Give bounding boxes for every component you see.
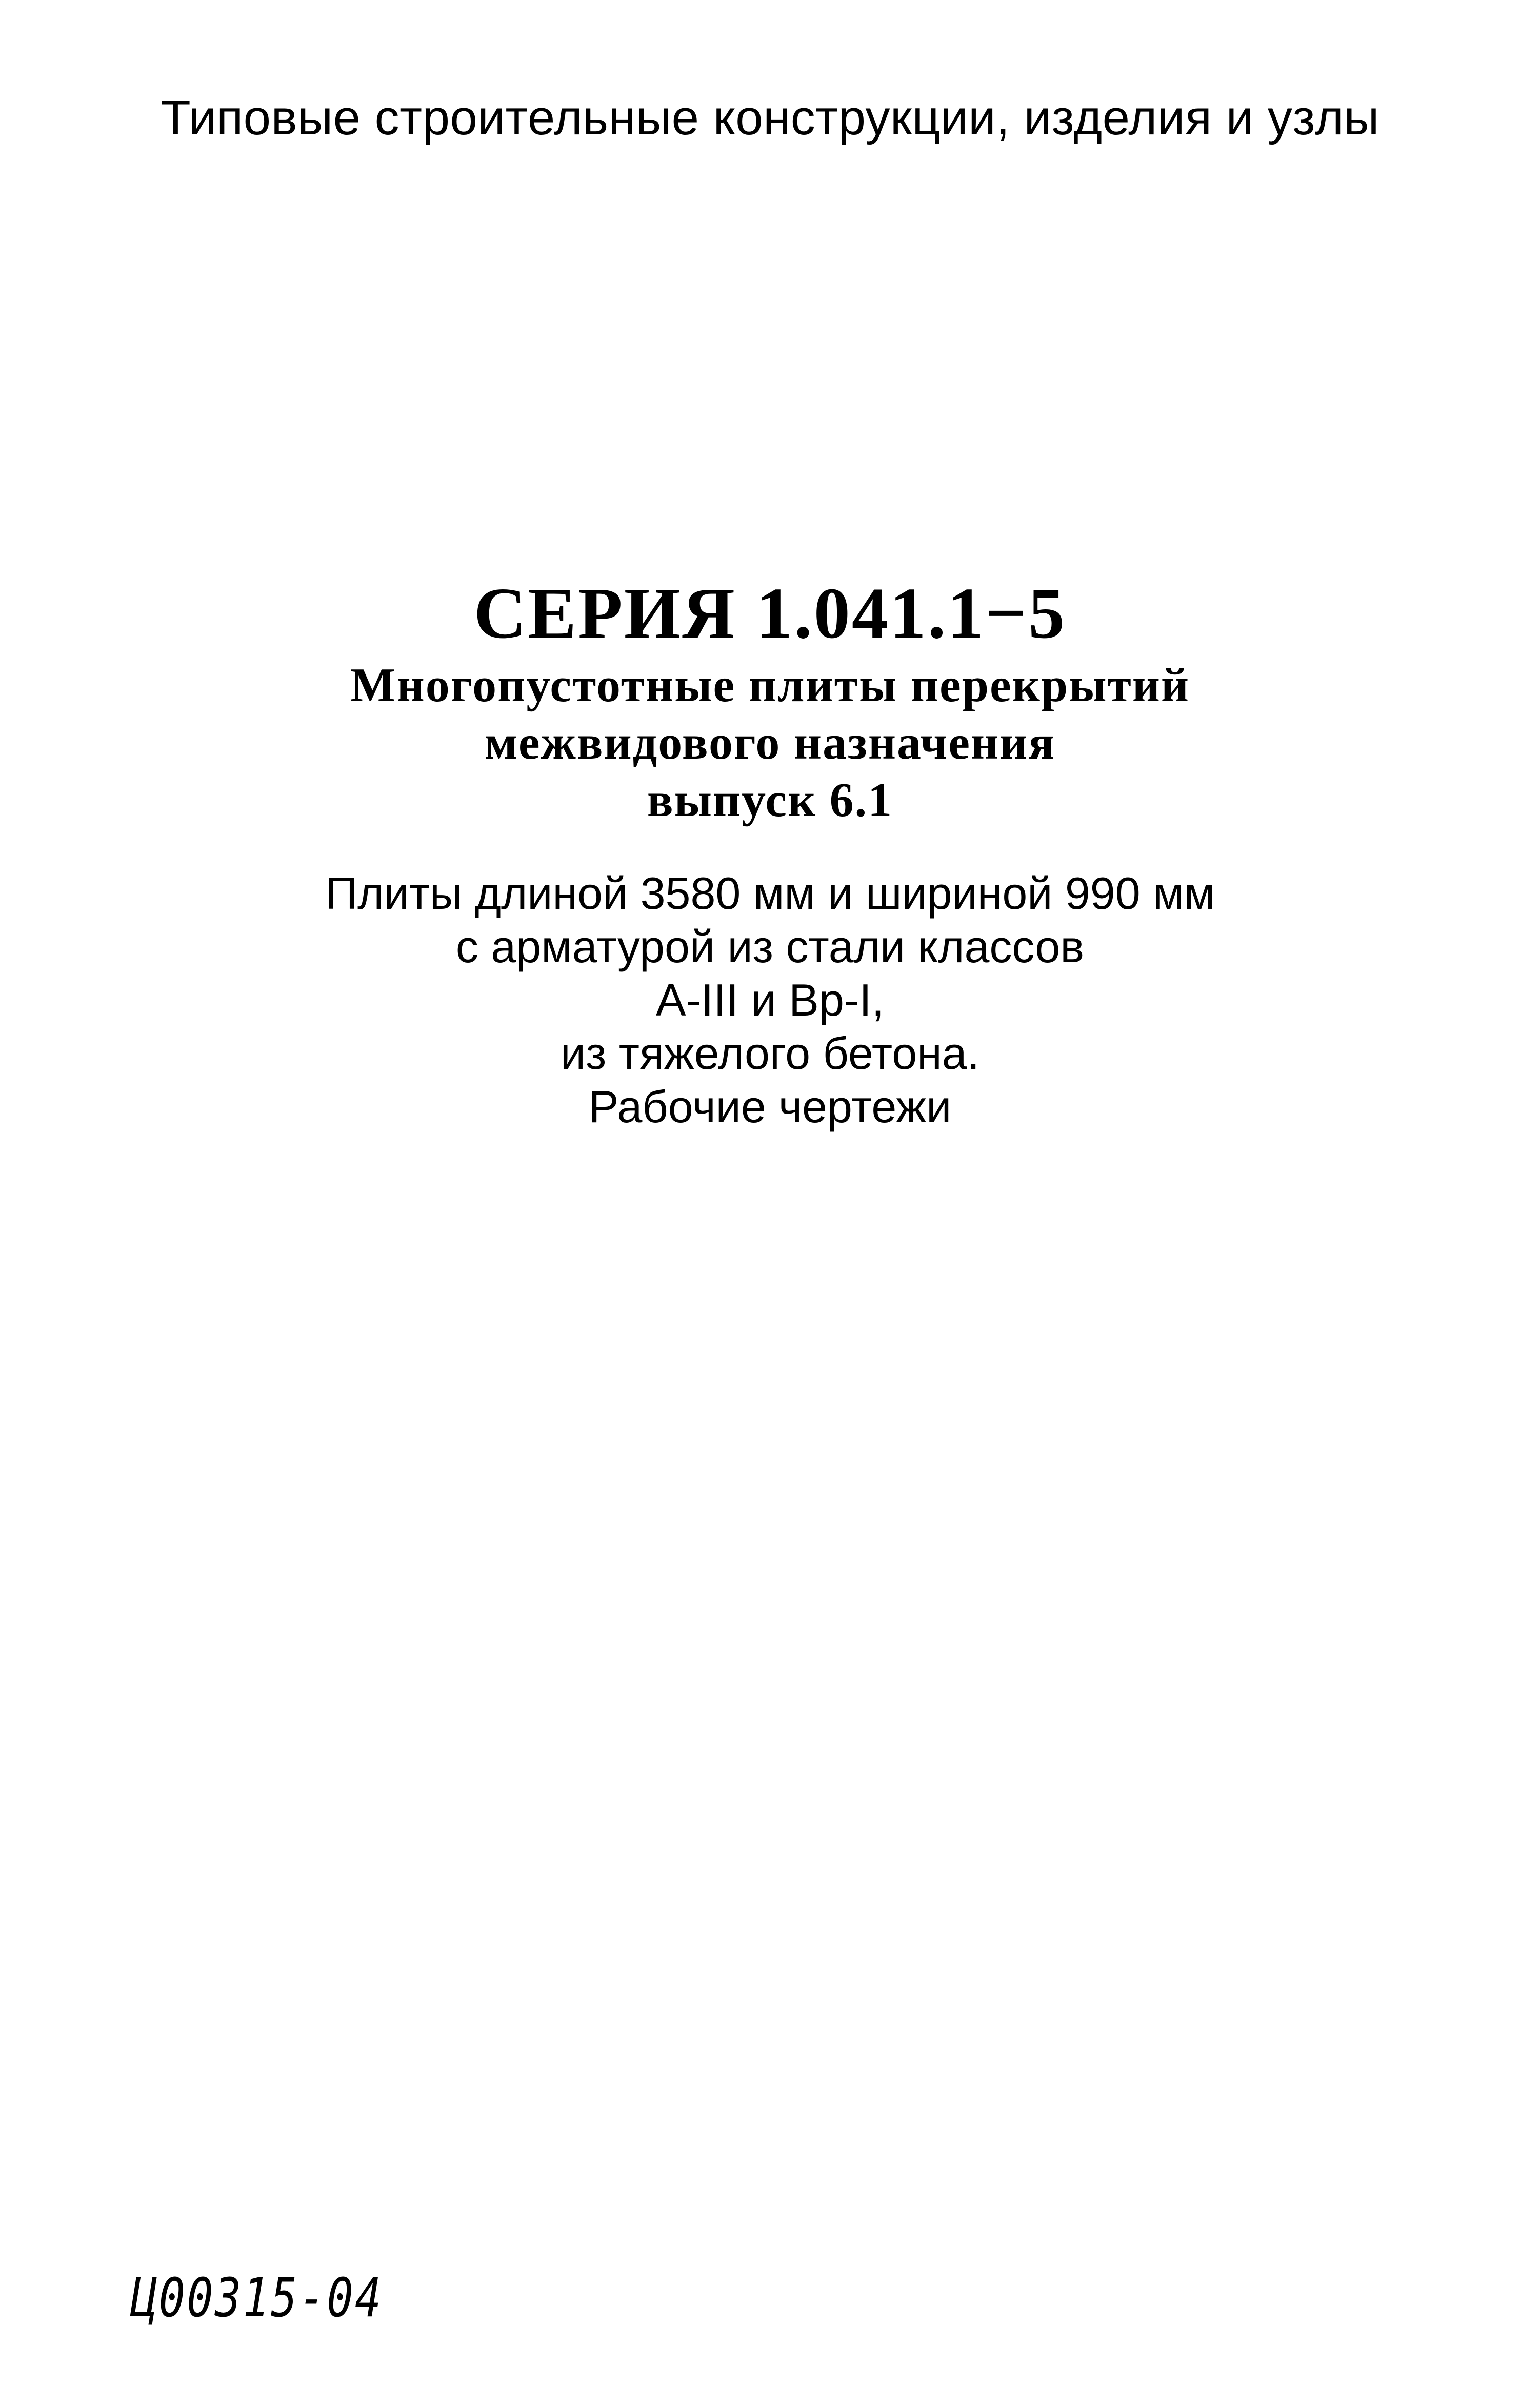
issue-number: выпуск 6.1 bbox=[647, 773, 893, 827]
description-block bbox=[0, 867, 1540, 1134]
document-header: Типовые строительные конструкции, изделия и узлы bbox=[161, 90, 1379, 145]
description-line-3: А-III и Вр-I, bbox=[655, 975, 885, 1025]
title-line-1: Многопустотные плиты перекрытий bbox=[350, 659, 1190, 712]
archive-code-stamp: Ц00315-04 bbox=[131, 2267, 383, 2329]
description-line-5: Рабочие чертежи bbox=[588, 1081, 952, 1132]
description-line-1: Плиты длиной 3580 мм и шириной 990 мм bbox=[325, 868, 1215, 919]
description-line-2: с арматурой из стали классов bbox=[455, 921, 1085, 972]
title-block bbox=[0, 569, 1540, 829]
title-line-2: межвидового назначения bbox=[484, 716, 1056, 769]
series-title: СЕРИЯ 1.041.1−5 bbox=[473, 572, 1067, 653]
description-line-4: из тяжелого бетона. bbox=[560, 1028, 980, 1079]
